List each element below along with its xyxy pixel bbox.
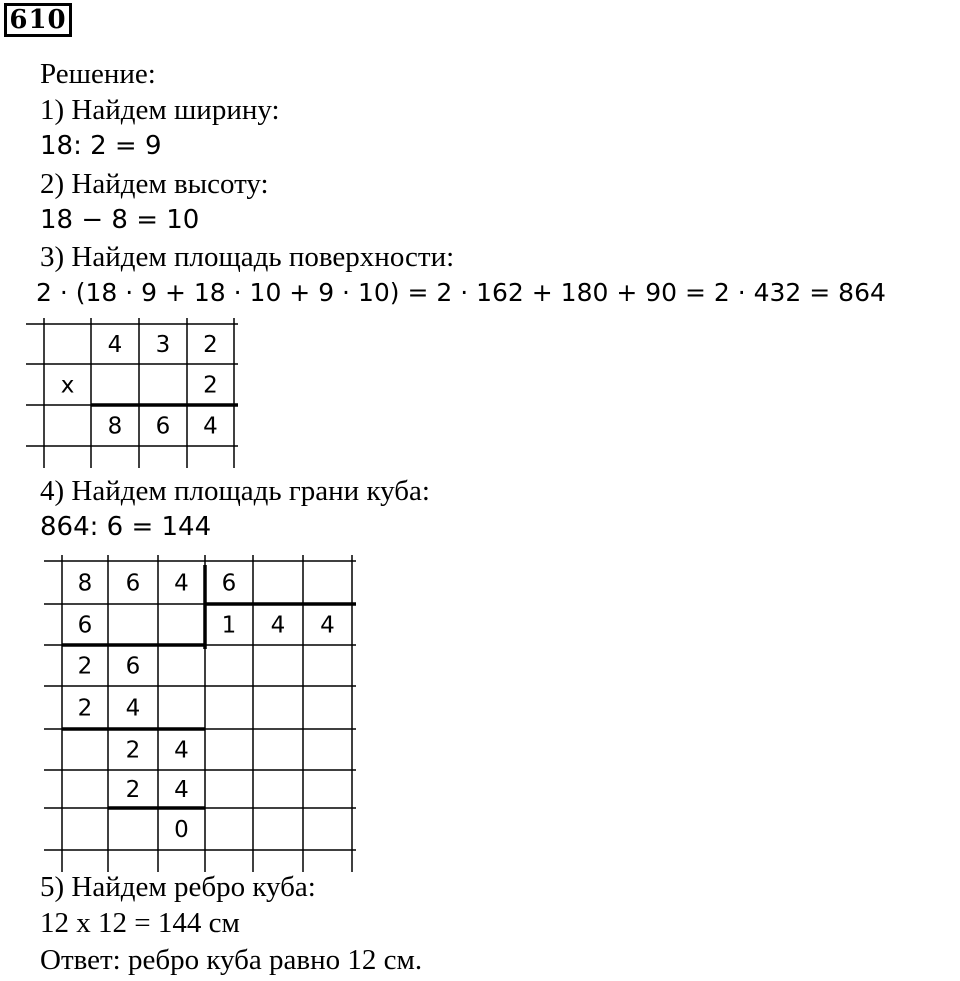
multiplication-grid [40,318,254,470]
grid-digit: 4 [174,777,189,803]
grid-digit: 2 [77,653,93,680]
step-4-text: 4) Найдем площадь грани куба: [40,475,430,507]
problem-number: 610 [4,3,72,37]
grid-digit: 4 [174,737,189,764]
grid-digit: 4 [270,612,286,639]
grid-digit: 6 [221,570,237,597]
grid-digit: 3 [155,332,171,358]
step-3-calc: 2 · (18 · 9 + 18 · 10 + 9 · 10) = 2 · 162 + 180 + 90 = 2 · 432 = 864 [36,278,886,307]
grid-digit: 2 [203,372,218,399]
grid-digit: 2 [77,695,93,722]
step-1-calc: 18: 2 = 9 [40,131,162,161]
grid-digit: 1 [221,612,237,639]
step-2-calc: 18 − 8 = 10 [40,205,200,235]
step-4-calc: 864: 6 = 144 [40,512,212,542]
step-1-text: 1) Найдем ширину: [40,94,280,126]
grid-digit: х [60,372,75,399]
grid-digit: 6 [155,413,171,440]
grid-digit: 4 [125,695,141,722]
solution-heading: Решение: [40,58,156,90]
grid-digit: 4 [203,413,218,440]
grid-digit: 6 [77,612,93,639]
grid-digit: 2 [125,737,141,764]
step-3-text: 3) Найдем площадь поверхности: [40,241,455,273]
grid-digit: 6 [125,570,141,597]
grid-digit: 0 [174,817,189,843]
step-5-text: 5) Найдем ребро куба: [40,871,316,903]
grid-digit: 2 [125,777,141,803]
answer-text: Ответ: ребро куба равно 12 см. [40,944,423,976]
step-5-calc: 12 х 12 = 144 см [40,907,240,939]
grid-digit: 8 [77,570,93,597]
grid-digit: 4 [107,332,123,358]
grid-digit: 2 [203,332,218,358]
grid-digit: 4 [320,612,335,639]
grid-digit: 4 [174,570,189,597]
step-2-text: 2) Найдем высоту: [40,168,269,200]
grid-digit: 6 [125,653,141,680]
division-grid [40,545,358,871]
grid-digit: 8 [107,413,123,440]
